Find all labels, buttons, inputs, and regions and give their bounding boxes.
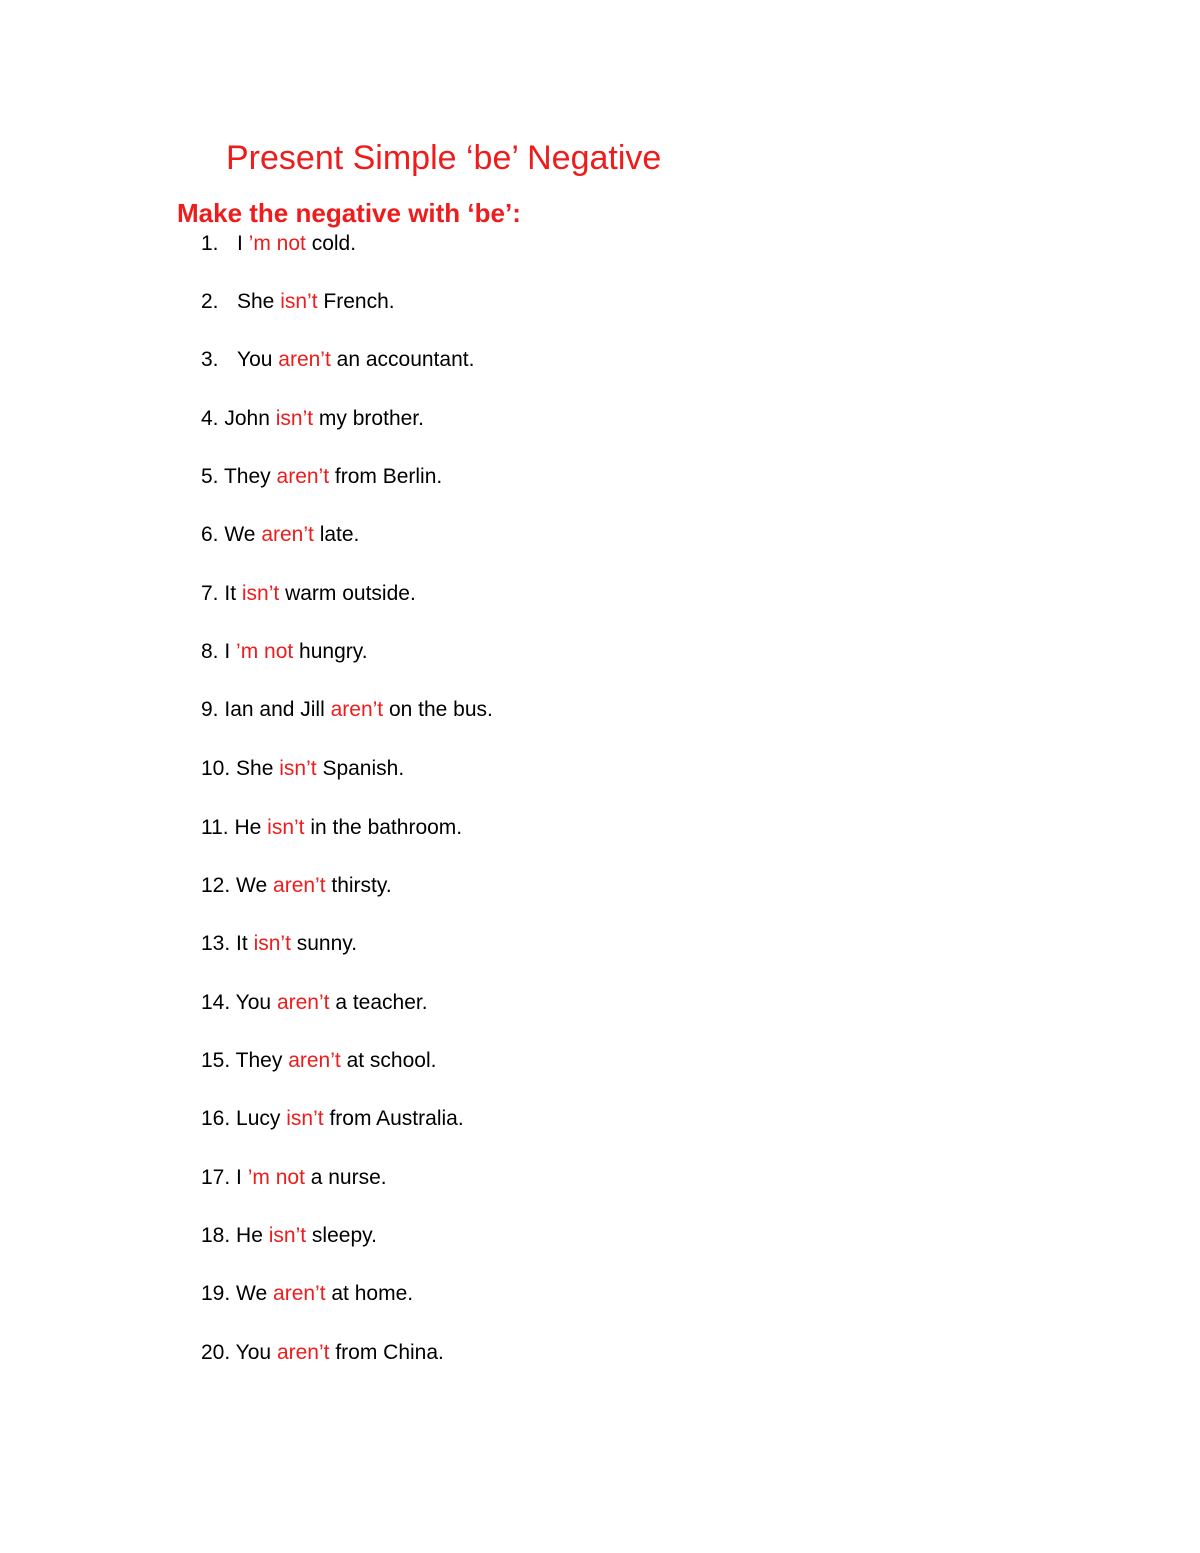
item-rest: at school. xyxy=(340,1049,437,1072)
item-subject: They xyxy=(223,465,277,488)
exercise-item xyxy=(201,1047,436,1075)
item-rest: a nurse. xyxy=(304,1166,387,1189)
item-rest: at home. xyxy=(325,1282,414,1305)
item-rest: sleepy. xyxy=(306,1224,377,1247)
item-number: 10. xyxy=(201,757,231,780)
item-subject: We xyxy=(236,874,274,897)
item-rest: thirsty. xyxy=(325,874,392,897)
item-subject: She xyxy=(236,757,280,780)
item-rest: from China. xyxy=(329,1341,444,1364)
item-subject: We xyxy=(236,1282,274,1305)
item-rest: cold. xyxy=(305,232,357,255)
item-subject: She xyxy=(237,290,281,313)
exercise-item xyxy=(201,1105,464,1133)
item-negative: aren’t xyxy=(261,523,314,546)
item-number: 9. xyxy=(201,698,219,721)
item-subject: You xyxy=(235,1341,277,1364)
item-rest: late. xyxy=(313,523,360,546)
item-number: 13. xyxy=(201,932,231,955)
exercise-item xyxy=(201,1164,387,1192)
item-rest: an accountant. xyxy=(330,348,475,371)
item-subject: He xyxy=(236,1224,269,1247)
exercise-item xyxy=(201,288,395,316)
item-rest: French. xyxy=(317,290,395,313)
item-negative: aren’t xyxy=(288,1049,341,1072)
item-negative: aren’t xyxy=(276,1341,330,1364)
item-number: 14. xyxy=(201,991,231,1014)
item-subject: I xyxy=(236,1166,248,1189)
item-number: 19. xyxy=(201,1282,231,1305)
item-negative: aren’t xyxy=(276,991,330,1014)
item-number: 15. xyxy=(201,1049,231,1072)
item-number: 16. xyxy=(201,1107,231,1130)
exercise-item xyxy=(201,814,462,842)
page-title: Present Simple ‘be’ Negative xyxy=(226,139,662,177)
instruction-heading: Make the negative with ‘be’: xyxy=(177,198,521,228)
exercise-item xyxy=(201,580,416,608)
exercise-item xyxy=(201,930,357,958)
exercise-item xyxy=(201,230,356,258)
exercise-item xyxy=(201,638,368,666)
item-subject: It xyxy=(224,582,242,605)
item-number: 1. xyxy=(201,232,219,255)
exercise-item xyxy=(201,521,359,549)
exercise-item xyxy=(201,463,442,491)
item-negative: aren’t xyxy=(276,465,330,488)
item-rest: a teacher. xyxy=(329,991,428,1014)
exercise-item xyxy=(201,872,392,900)
item-number: 3. xyxy=(201,348,219,371)
item-negative: aren’t xyxy=(330,698,384,721)
exercise-item xyxy=(201,755,404,783)
item-number: 5. xyxy=(201,465,219,488)
item-number: 11. xyxy=(201,816,229,839)
item-subject: It xyxy=(236,932,254,955)
item-subject: You xyxy=(235,991,277,1014)
item-negative: ’m not xyxy=(247,1166,305,1189)
item-rest: Spanish. xyxy=(316,757,405,780)
item-negative: isn’t xyxy=(253,932,291,955)
item-negative: isn’t xyxy=(267,816,305,839)
item-negative: aren’t xyxy=(273,1282,326,1305)
item-rest: from Berlin. xyxy=(329,465,443,488)
item-subject: Lucy xyxy=(236,1107,287,1130)
exercise-item xyxy=(201,1280,413,1308)
item-rest: my brother. xyxy=(313,407,424,430)
exercise-item xyxy=(201,1339,444,1367)
exercise-item xyxy=(201,405,424,433)
item-negative: isn’t xyxy=(286,1107,324,1130)
item-subject: We xyxy=(224,523,262,546)
item-subject: John xyxy=(224,407,276,430)
item-subject: I xyxy=(237,232,249,255)
item-rest: on the bus. xyxy=(383,698,493,721)
item-negative: isn’t xyxy=(241,582,280,605)
exercise-item xyxy=(201,989,428,1017)
item-negative: isn’t xyxy=(280,290,318,313)
item-negative: aren’t xyxy=(273,874,326,897)
item-negative: isn’t xyxy=(268,1224,307,1247)
item-negative: ’m not xyxy=(248,232,306,255)
exercise-item xyxy=(201,346,474,374)
item-number: 7. xyxy=(201,582,219,605)
exercise-item xyxy=(201,1222,377,1250)
item-subject: Ian and Jill xyxy=(224,698,331,721)
exercise-item xyxy=(201,696,493,724)
item-number: 17. xyxy=(201,1166,231,1189)
item-subject: They xyxy=(235,1049,289,1072)
item-rest: in the bathroom. xyxy=(304,816,463,839)
item-negative: ’m not xyxy=(236,640,294,663)
item-number: 8. xyxy=(201,640,219,663)
item-number: 4. xyxy=(201,407,219,430)
item-number: 12. xyxy=(201,874,231,897)
item-negative: isn’t xyxy=(275,407,314,430)
item-number: 6. xyxy=(201,523,219,546)
item-number: 2. xyxy=(201,290,219,313)
item-rest: sunny. xyxy=(290,932,358,955)
item-number: 20. xyxy=(201,1341,231,1364)
item-rest: hungry. xyxy=(293,640,368,663)
item-subject: You xyxy=(237,348,279,371)
item-subject: He xyxy=(234,816,268,839)
item-number: 18. xyxy=(201,1224,231,1247)
item-subject: I xyxy=(224,640,237,663)
item-rest: from Australia. xyxy=(323,1107,464,1130)
item-negative: aren’t xyxy=(278,348,331,371)
item-rest: warm outside. xyxy=(279,582,416,605)
item-negative: isn’t xyxy=(279,757,317,780)
